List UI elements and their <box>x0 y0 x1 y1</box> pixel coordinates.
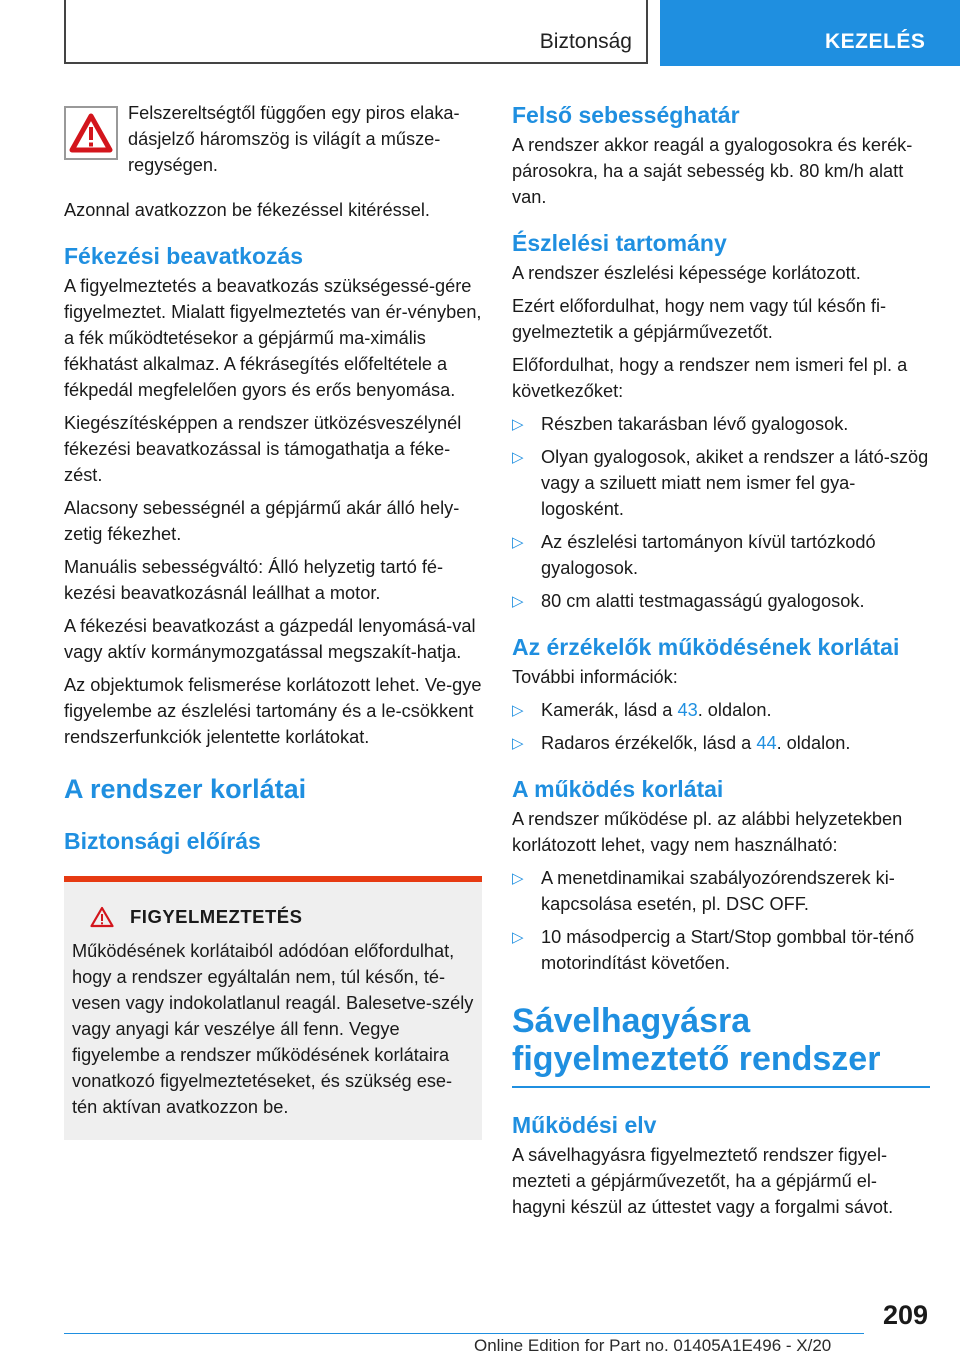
triangle-bullet-icon: ▷ <box>512 929 524 946</box>
header-section-title: Biztonság <box>539 30 632 53</box>
page-link-cameras[interactable]: 43 <box>677 700 698 720</box>
list-item: ▷ Kamerák, lásd a 43. oldalon. <box>512 697 930 723</box>
warning-title <box>90 904 474 930</box>
principle-text: A sávelhagyásra figyelmeztető rendszer figyel‐mezteti a gépjárművezetőt, ha a gépjármű el‐hagyni készül az úttestet vagy a forgalmi sávot. <box>512 1145 894 1217</box>
braking-paragraph: Kiegészítésképpen a rendszer ütközésveszélynél fékezési beavatkozással is támogathatja a féke‐zést. <box>64 413 462 485</box>
list-item: ▷ Az észlelési tartományon kívül tartózkodó gyalogosok. <box>512 532 876 578</box>
list-item: ▷ 80 cm alatti testmagasságú gyalogosok. <box>512 588 930 614</box>
triangle-bullet-icon: ▷ <box>512 416 524 433</box>
triangle-bullet-icon: ▷ <box>512 735 524 752</box>
heading-divider <box>512 1086 930 1088</box>
warning-text: Működésének korlátaiból adódóan előfordulhat, hogy a rendszer egyáltalán nem, túl későn, té‐vesen vagy indokolatlanul reagál. Balesetve‐szély vagy anyagi kár veszélye áll fenn. Vegye figyelembe a rendszer működésének korlátaira vonatkozó figyelmeztetéseket, és szükség ese‐tén aktívan avatkozzon be. <box>72 941 474 1117</box>
braking-paragraph: A fékezési beavatkozást a gázpedál lenyomásá‐val vagy aktív kormánymozgatással megszakít‐hatja. <box>64 616 476 662</box>
warning-triangle-icon <box>64 106 118 160</box>
footer-edition: Online Edition for Part no. 01405A1E496 - X/20 <box>474 1336 832 1355</box>
braking-paragraph: A figyelmeztetés a beavatkozás szükségessé‐gére figyelmeztet. Mialatt figyelmeztetés van ér‐vényben, a fék működtetésekor a gépjármű ma‐ximális fékhatást alkalmaz. A fékrásegítés előfeltétele a fékpedál megfelelően gyors és erős benyomása. <box>64 276 482 400</box>
braking-heading: Fékezési beavatkozás <box>64 243 304 269</box>
sensor-limits-heading: Az érzékelők működésének korlátai <box>512 634 900 660</box>
intervene-text: Azonnal avatkozzon be fékezéssel kitéréssel. <box>64 200 430 220</box>
braking-paragraph: Az objektumok felismerése korlátozott lehet. Ve‐gye figyelembe az észlelési tartomány és a le‐csökkent rendszerfunkciók jelentette korlátokat. <box>64 675 482 747</box>
detection-list <box>512 411 930 614</box>
list-item: ▷ Radaros érzékelők, lásd a 44. oldalon. <box>512 730 930 756</box>
speed-limit-text: A rendszer akkor reagál a gyalogosokra és kerék‐párosokra, ha a saját sebesség kb. 80 km/h alatt van. <box>512 135 913 207</box>
safety-heading: Biztonsági előírás <box>64 828 261 854</box>
page-link-radar[interactable]: 44 <box>756 733 777 753</box>
triangle-bullet-icon: ▷ <box>512 702 524 719</box>
function-intro: A rendszer működése pl. az alábbi helyzetekben korlátozott lehet, vagy nem használható: <box>512 809 903 855</box>
warning-icon <box>90 906 114 928</box>
list-item: ▷ Olyan gyalogosok, akiket a rendszer a látó‐szög vagy a sziluett miatt nem ismer fel gya‐logosként. <box>512 447 929 519</box>
warning-triangle-note-text: Felszereltségtől függően egy piros elaka‐dásjelző háromszög is világít a műsze‐regységen. <box>128 103 460 175</box>
triangle-bullet-icon: ▷ <box>512 593 524 610</box>
left-column <box>64 100 482 1140</box>
detection-paragraph: Előfordulhat, hogy a rendszer nem ismeri fel pl. a következőket: <box>512 355 908 401</box>
speed-limit-heading: Felső sebességhatár <box>512 102 740 128</box>
page-number: 209 <box>882 1300 928 1330</box>
footer-divider <box>64 1333 864 1334</box>
header-section-box <box>64 0 648 64</box>
sensor-intro: További információk: <box>512 667 678 687</box>
detection-range-heading: Észlelési tartomány <box>512 230 727 256</box>
braking-paragraph: Alacsony sebességnél a gépjármű akár álló hely‐zetig fékezhet. <box>64 498 460 544</box>
triangle-bullet-icon: ▷ <box>512 534 524 551</box>
triangle-bullet-icon: ▷ <box>512 449 524 466</box>
braking-paragraph: Manuális sebességváltó: Álló helyzetig tartó fé‐kezési beavatkozásnál leállhat a motor. <box>64 557 444 603</box>
header-chapter-tab: KEZELÉS <box>660 0 960 66</box>
warning-box <box>64 876 482 1140</box>
list-item: ▷ 10 másodpercig a Start/Stop gombbal tör‐ténő motorindítást követően. <box>512 927 915 973</box>
warning-triangle-note <box>64 100 482 185</box>
function-limits-heading: A működés korlátai <box>512 776 724 802</box>
triangle-bullet-icon: ▷ <box>512 870 524 887</box>
lane-departure-heading: Sávelhagyásra figyelmeztető rendszer <box>512 1002 881 1078</box>
system-limits-heading: A rendszer korlátai <box>64 774 307 804</box>
detection-paragraph: A rendszer észlelési képessége korlátozott. <box>512 263 861 283</box>
sensor-list <box>512 697 930 756</box>
right-column <box>512 100 930 1227</box>
detection-paragraph: Ezért előfordulhat, hogy nem vagy túl későn fi‐gyelmeztetik a gépjárművezetőt. <box>512 296 887 342</box>
list-item: ▷ A menetdinamikai szabályozórendszerek ki‐kapcsolása esetén, pl. DSC OFF. <box>512 868 895 914</box>
warning-title-label: FIGYELMEZTETÉS <box>130 906 303 927</box>
function-list <box>512 865 930 976</box>
list-item: ▷ Részben takarásban lévő gyalogosok. <box>512 411 930 437</box>
principle-heading: Működési elv <box>512 1112 657 1138</box>
